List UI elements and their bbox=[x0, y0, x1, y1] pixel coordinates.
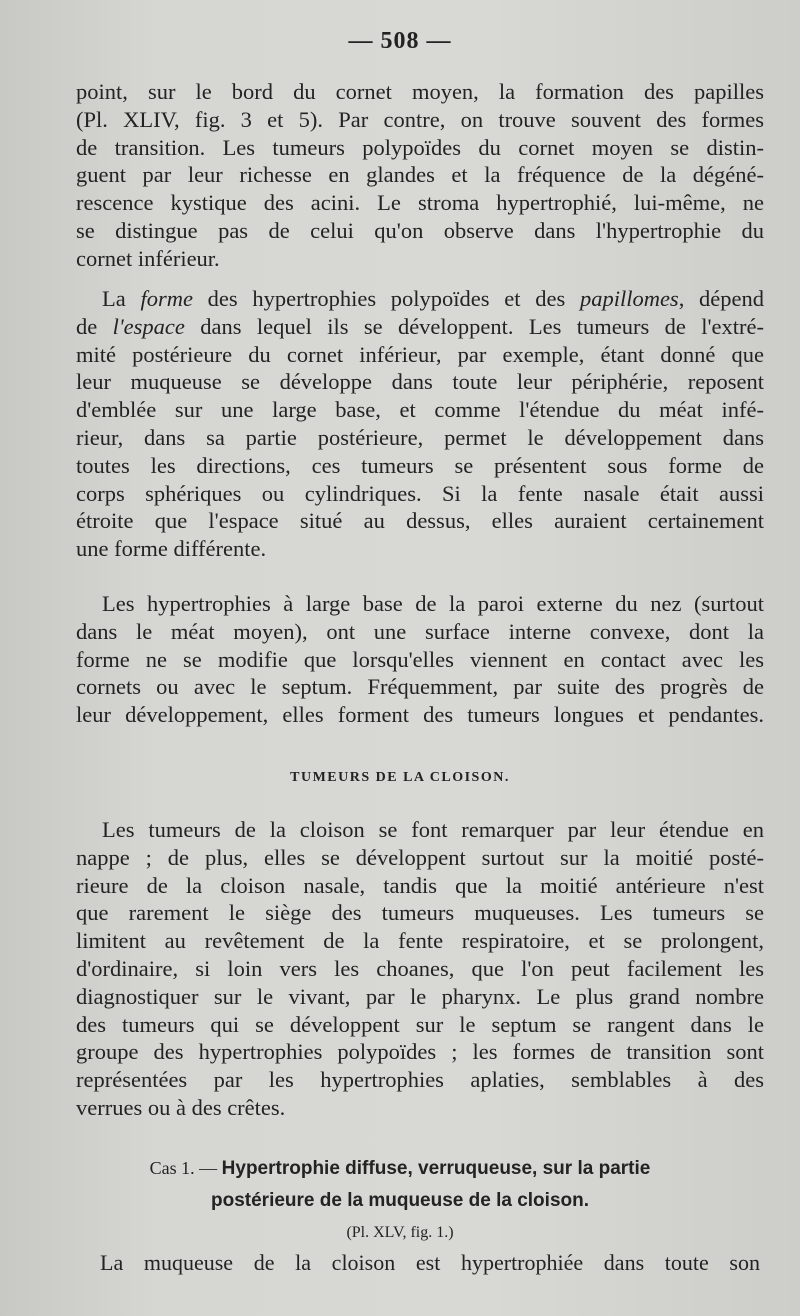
text-line: représentées par les hypertrophies aplaties, semblables à des bbox=[76, 1067, 764, 1093]
plate-reference: (Pl. XLV, fig. 1.) bbox=[346, 1224, 454, 1241]
italic-word: papillomes bbox=[579, 286, 679, 311]
text-line: une forme différente. bbox=[76, 536, 267, 562]
text-line: cornets ou avec le septum. Fréquemment, par suite des progrès de bbox=[76, 674, 764, 700]
page-number: — 508 — bbox=[348, 28, 452, 54]
text-line: nappe ; de plus, elles se développent surtout sur la moitié posté- bbox=[76, 844, 764, 870]
text-line: La forme des hypertrophies polypoïdes et des papillomes, dépend bbox=[102, 286, 764, 311]
italic-word: l'espace bbox=[112, 313, 185, 339]
text-line: rieur, dans sa partie postérieure, permet le développement dans bbox=[76, 424, 764, 450]
text-line: des tumeurs qui se développent sur le septum se rangent dans le bbox=[76, 1011, 764, 1037]
text-line: rescence kystique des acini. Le stroma hypertrophié, lui-même, ne bbox=[76, 190, 764, 216]
section-heading: TUMEURS DE LA CLOISON. bbox=[290, 770, 510, 785]
text-line: de l'espace dans lequel ils se développent. Les tumeurs de l'extré- bbox=[76, 313, 764, 339]
text-line: forme ne se modifie que lorsqu'elles viennent en contact avec les bbox=[76, 646, 764, 672]
text-line: mité postérieure du cornet inférieur, par exemple, étant donné que bbox=[76, 341, 764, 367]
case-label: Cas 1. — bbox=[149, 1158, 222, 1178]
text-line: point, sur le bord du cornet moyen, la formation des papilles bbox=[76, 79, 764, 104]
text-line: étroite que l'espace situé au dessus, elles auraient certainement bbox=[76, 508, 764, 534]
text-line: d'ordinaire, si loin vers les choanes, que l'on peut facilement les bbox=[76, 955, 764, 981]
text-line: (Pl. XLIV, fig. 3 et 5). Par contre, on trouve souvent des formes bbox=[76, 106, 764, 132]
case-heading bbox=[0, 1158, 800, 1180]
paragraph-4 bbox=[76, 816, 764, 1122]
text-line: guent par leur richesse en glandes et la fréquence de la dégéné- bbox=[76, 162, 764, 188]
case-title: Hypertrophie diffuse, verruqueuse, sur la partie bbox=[221, 1158, 651, 1179]
text-line: dans le méat moyen), ont une surface interne convexe, dont la bbox=[76, 618, 764, 644]
text-line: leur muqueuse se développe dans toute leur périphérie, reposent bbox=[76, 369, 764, 395]
text-line: verrues ou à des crêtes. bbox=[76, 1094, 286, 1120]
text-line: de transition. Les tumeurs polypoïdes du cornet moyen se distin- bbox=[76, 134, 764, 160]
text-line: d'emblée sur une large base, et comme l'étendue du méat infé- bbox=[76, 397, 764, 423]
italic-word: forme bbox=[140, 286, 193, 311]
case-title-line-2: postérieure de la muqueuse de la cloison. bbox=[211, 1190, 589, 1211]
text-line: Les hypertrophies à large base de la paroi externe du nez (surtout bbox=[102, 591, 764, 616]
paragraph-2 bbox=[76, 285, 764, 563]
text-line: groupe des hypertrophies polypoïdes ; les formes de transition sont bbox=[76, 1039, 764, 1065]
text-line: que rarement le siège des tumeurs muqueuses. Les tumeurs se bbox=[76, 900, 764, 926]
text-line: se distingue pas de celui qu'on observe dans l'hypertrophie du bbox=[76, 217, 764, 243]
text-line: limitent au revêtement de la fente respiratoire, et se prolongent, bbox=[76, 928, 764, 954]
text-line: rieure de la cloison nasale, tandis que la moitié antérieure n'est bbox=[76, 872, 764, 898]
text-line: cornet inférieur. bbox=[76, 245, 220, 271]
text-line: leur développement, elles forment des tumeurs longues et pendantes. bbox=[76, 702, 764, 728]
text-line: toutes les directions, ces tumeurs se présentent sous forme de bbox=[76, 452, 764, 478]
paragraph-3 bbox=[76, 590, 764, 729]
final-line: La muqueuse de la cloison est hypertrophiée dans toute son bbox=[100, 1250, 760, 1275]
paragraph-1 bbox=[76, 78, 764, 273]
text-line: diagnostiquer sur le vivant, par le pharynx. Le plus grand nombre bbox=[76, 983, 764, 1009]
text-line: corps sphériques ou cylindriques. Si la fente nasale était aussi bbox=[76, 480, 764, 506]
text-line: Les tumeurs de la cloison se font remarquer par leur étendue en bbox=[102, 817, 764, 842]
